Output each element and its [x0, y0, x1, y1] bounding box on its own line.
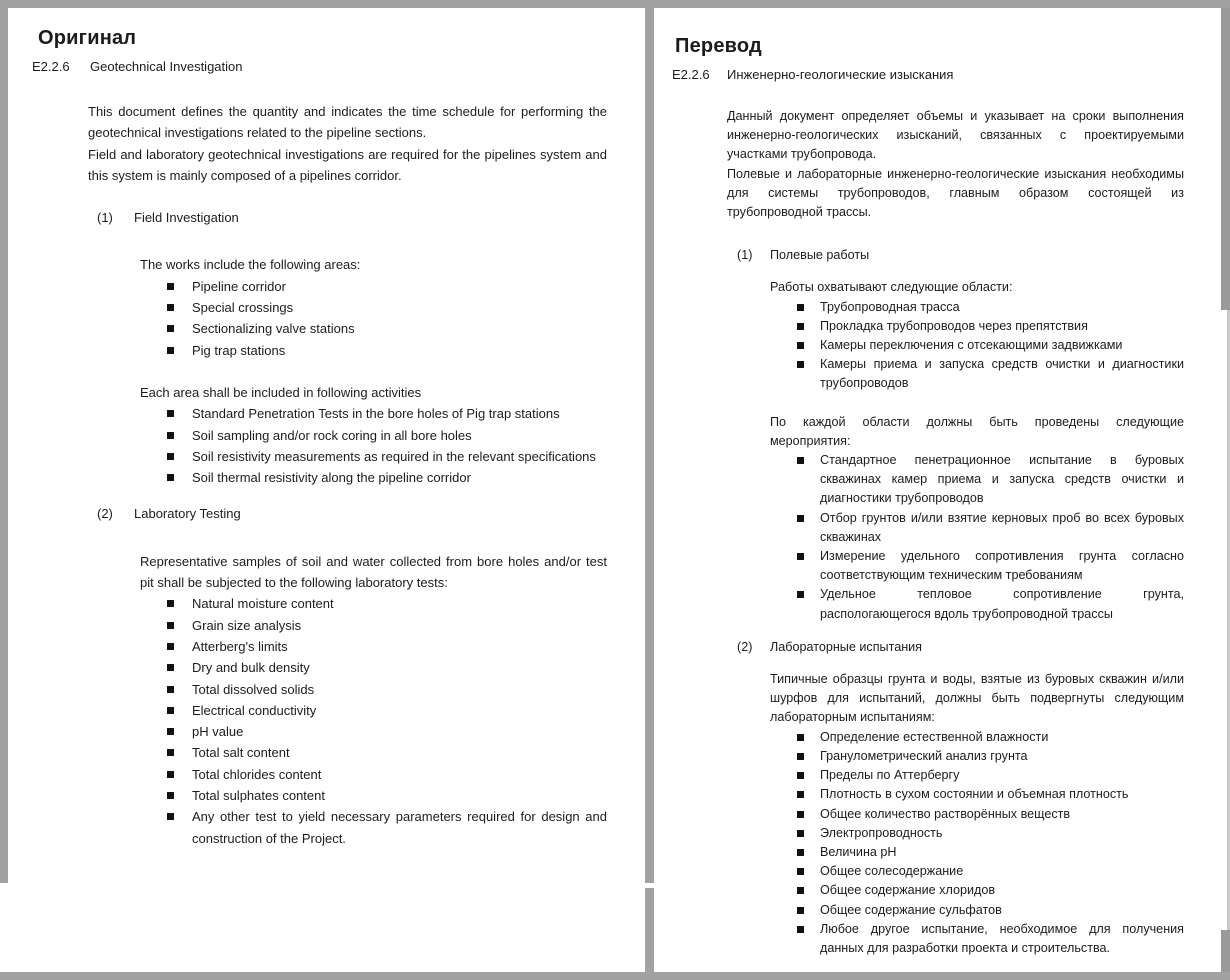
list-item: Величина pH [797, 843, 1184, 862]
list-item: Пределы по Аттербергу [797, 766, 1184, 785]
bullet-square-icon [797, 728, 820, 747]
right-page-border-bottom [1221, 930, 1230, 972]
bullet-square-icon [797, 336, 820, 355]
left-page-border [0, 8, 8, 883]
bullet-square-icon [167, 593, 192, 614]
original-page-title: Оригинал [38, 27, 137, 49]
list-item: Natural moisture content [167, 593, 607, 614]
original-document-page [8, 8, 645, 972]
tests-list [167, 593, 607, 849]
list-item: Определение естественной влажности [797, 728, 1184, 747]
bullet-square-icon [167, 785, 192, 806]
bullet-square-icon [167, 657, 192, 678]
section-title: Полевые работы [770, 248, 870, 263]
section-number: (1) [737, 248, 753, 263]
bullet-square-icon [797, 824, 820, 843]
section-lead: По каждой области должны быть проведены следующие мероприятия: [770, 414, 1184, 448]
list-item: Pipeline corridor [167, 276, 607, 297]
list-item: Общее солесодержание [797, 862, 1184, 881]
section-2-heading [97, 503, 607, 524]
page-divider-lower [645, 888, 654, 972]
bullet-square-icon [167, 764, 192, 785]
bullet-square-icon [167, 615, 192, 636]
bullet-square-icon [797, 747, 820, 766]
bullet-square-icon [797, 355, 820, 393]
bullet-square-icon [167, 297, 192, 318]
list-item: Удельное тепловое сопротивление грунта, распологающегося вдоль трубопроводной трассы [797, 585, 1184, 623]
section-lead: Each area shall be included in following activities [140, 384, 422, 400]
bullet-square-icon [797, 317, 820, 336]
bullet-square-icon [797, 298, 820, 317]
list-item: Общее количество растворённых веществ [797, 805, 1184, 824]
bullet-square-icon [167, 276, 192, 297]
list-item: Sectionalizing valve stations [167, 318, 607, 339]
list-item: Total chlorides content [167, 764, 607, 785]
translation-page-title: Перевод [675, 35, 762, 57]
section-2-heading [737, 638, 1184, 657]
list-item: Special crossings [167, 297, 607, 318]
list-item: Total salt content [167, 742, 607, 763]
areas-list [797, 298, 1184, 394]
intro-paragraph: This document defines the quantity and indicates the time schedule for performing the geotechnical investigations related to the pipeline sections. [88, 104, 607, 141]
list-item: Pig trap stations [167, 340, 607, 361]
list-item: Standard Penetration Tests in the bore holes of Pig trap stations [167, 403, 607, 424]
bullet-square-icon [797, 785, 820, 804]
activities-list [167, 403, 607, 488]
list-item: Any other test to yield necessary parameters required for design and construction of the Project. [167, 806, 607, 849]
intro-paragraph: Field and laboratory geotechnical investigations are required for the pipelines system and this system is mainly composed of a pipelines corridor. [88, 146, 607, 183]
bullet-square-icon [167, 636, 192, 657]
list-item: Измерение удельного сопротивления грунта согласно соответствующим техническим требованиям [797, 547, 1184, 585]
activities-list [797, 451, 1184, 624]
list-item: pH value [167, 721, 607, 742]
page-divider-upper [645, 8, 654, 883]
intro-paragraph: Данный документ определяет объемы и указывает на сроки выполнения инженерно-геологических изысканий, связанных с проектируемыми участками трубопровода. [727, 109, 1184, 162]
scrollbar-thumb[interactable] [1221, 8, 1230, 310]
list-item: Soil thermal resistivity along the pipeline corridor [167, 467, 607, 488]
clause-number: E2.2.6 [32, 59, 70, 74]
list-item: Камеры переключения с отсекающими задвижками [797, 336, 1184, 355]
section-lead: Типичные образцы грунта и воды, взятые из буровых скважин и/или шурфов для испытаний, должны быть подвергнуты следующим лабораторным испытаниям: [770, 672, 1184, 725]
list-item: Total dissolved solids [167, 679, 607, 700]
bullet-square-icon [167, 340, 192, 361]
bullet-square-icon [797, 547, 820, 585]
tests-list [797, 728, 1184, 958]
bullet-square-icon [797, 766, 820, 785]
list-item: Трубопроводная трасса [797, 298, 1184, 317]
list-item: Стандартное пенетрационное испытание в буровых скважинах камер приема и запуска средств очистки и диагностики трубопроводов [797, 451, 1184, 509]
list-item: Общее содержание сульфатов [797, 901, 1184, 920]
list-item: Любое другое испытание, необходимое для получения данных для разработки проекта и строительства. [797, 920, 1184, 958]
list-item: Прокладка трубопроводов через препятствия [797, 317, 1184, 336]
areas-list [167, 276, 607, 361]
list-item: Плотность в сухом состоянии и объемная плотность [797, 785, 1184, 804]
window-frame-bottom [0, 972, 1230, 980]
list-item: Камеры приема и запуска средств очистки и диагностики трубопроводов [797, 355, 1184, 393]
section-lead: Representative samples of soil and water collected from bore holes and/or test pit shall be subjected to the following laboratory tests: [140, 553, 607, 591]
list-item: Dry and bulk density [167, 657, 607, 678]
bullet-square-icon [167, 467, 192, 488]
bullet-square-icon [167, 742, 192, 763]
section-lead: The works include the following areas: [140, 257, 361, 273]
bullet-square-icon [797, 509, 820, 547]
clause-title: Geotechnical Investigation [90, 59, 243, 74]
window-frame-top [0, 0, 1230, 8]
section-title: Field Investigation [134, 210, 239, 226]
section-number: (2) [737, 639, 753, 654]
bullet-square-icon [167, 679, 192, 700]
section-lead: Работы охватывают следующие области: [770, 280, 1013, 295]
section-title: Laboratory Testing [134, 506, 241, 522]
intro-paragraphs [727, 107, 1184, 222]
section-number: (2) [97, 506, 113, 522]
list-item: Общее содержание хлоридов [797, 881, 1184, 900]
clause-title: Инженерно-геологические изыскания [727, 67, 954, 82]
list-item: Electrical conductivity [167, 700, 607, 721]
bullet-square-icon [797, 920, 820, 958]
bullet-square-icon [167, 721, 192, 742]
bullet-square-icon [167, 446, 192, 467]
bullet-square-icon [797, 805, 820, 824]
bullet-square-icon [167, 318, 192, 339]
bullet-square-icon [167, 425, 192, 446]
list-item: Гранулометрический анализ грунта [797, 747, 1184, 766]
list-item: Soil resistivity measurements as required in the relevant specifications [167, 446, 607, 467]
bullet-square-icon [167, 403, 192, 424]
bullet-square-icon [797, 901, 820, 920]
bullet-square-icon [797, 585, 820, 623]
intro-paragraphs [88, 101, 607, 186]
list-item: Soil sampling and/or rock coring in all bore holes [167, 425, 607, 446]
bullet-square-icon [797, 862, 820, 881]
clause-number: E2.2.6 [672, 67, 710, 82]
list-item: Grain size analysis [167, 615, 607, 636]
translation-document-page [654, 8, 1221, 972]
list-item: Отбор грунтов и/или взятие керновых проб во всех буровых скважинах [797, 509, 1184, 547]
clause-heading [32, 59, 607, 75]
list-item: Электропроводность [797, 824, 1184, 843]
bullet-square-icon [797, 843, 820, 862]
list-item: Atterberg's limits [167, 636, 607, 657]
intro-paragraph: Полевые и лабораторные инженерно-геологические изыскания необходимы для системы трубопроводов, главным образом состоящей из трубопроводной трассы. [727, 166, 1184, 220]
bullet-square-icon [167, 700, 192, 721]
list-item: Total sulphates content [167, 785, 607, 806]
clause-heading [672, 67, 1184, 83]
bullet-square-icon [797, 451, 820, 509]
bullet-square-icon [797, 881, 820, 900]
section-1-heading [97, 207, 607, 228]
section-1-heading [737, 246, 1184, 265]
section-number: (1) [97, 210, 113, 226]
bullet-square-icon [167, 806, 192, 849]
section-title: Лабораторные испытания [770, 639, 923, 654]
